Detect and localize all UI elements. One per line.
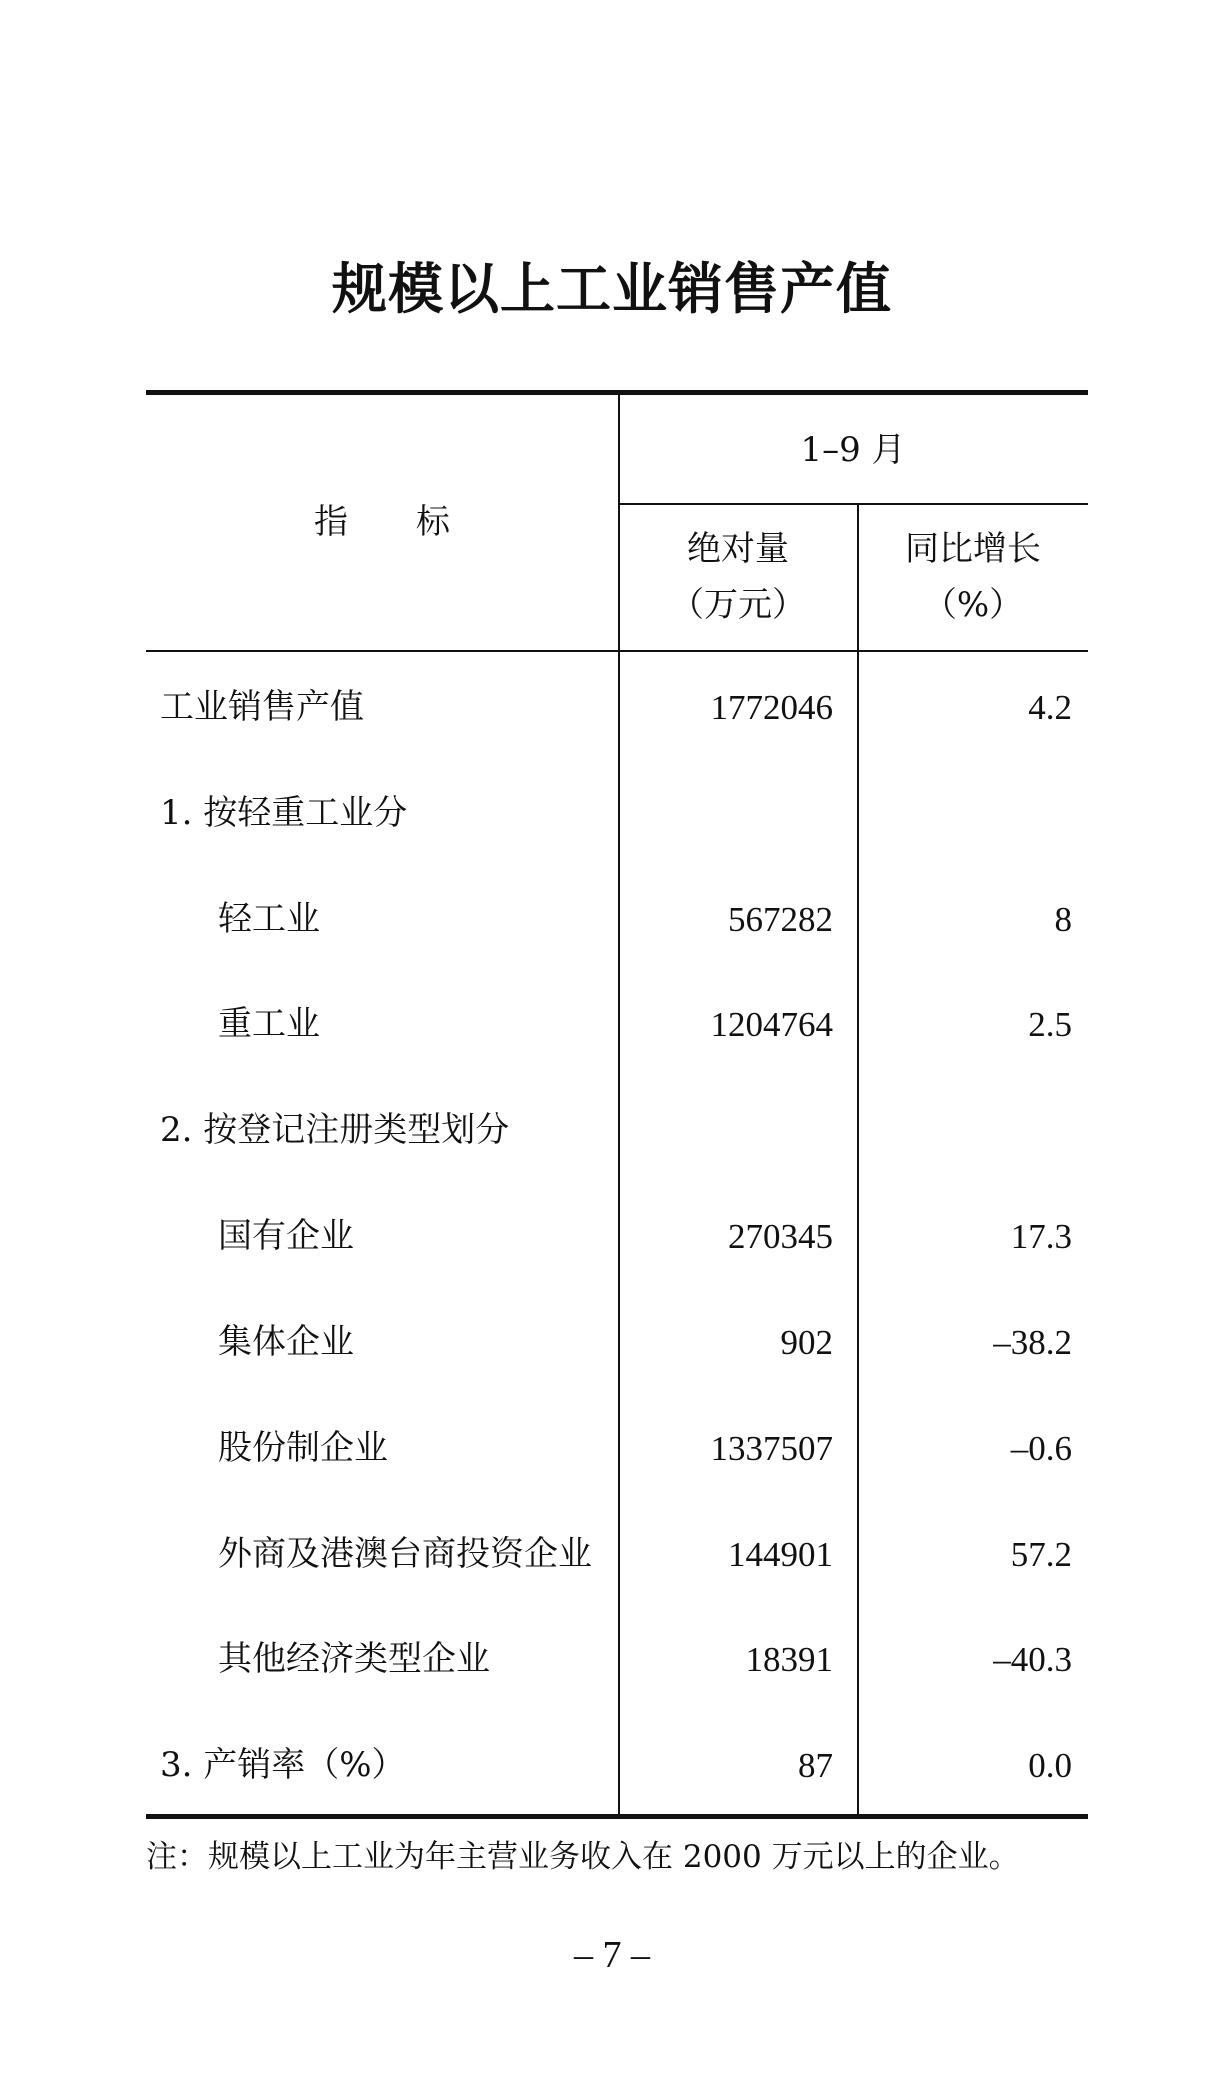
row-label: 工业销售产值 <box>160 687 364 727</box>
row-value: 270345 <box>728 1217 833 1256</box>
row-growth: –40.3 <box>993 1640 1072 1679</box>
row-growth: –38.2 <box>993 1323 1072 1362</box>
row-label: 其他经济类型企业 <box>218 1639 490 1679</box>
row-value: 1204764 <box>710 1005 833 1044</box>
growth-header-line2: （%） <box>922 585 1024 625</box>
table-bottom-rule <box>146 1814 1088 1819</box>
row-value: 902 <box>780 1323 833 1362</box>
row-label: 2. 按登记注册类型划分 <box>160 1110 510 1150</box>
value-header-line2: （万元） <box>670 585 806 625</box>
row-value: 87 <box>798 1746 833 1785</box>
row-growth: –0.6 <box>1010 1429 1072 1468</box>
value-header-line1: 绝对量 <box>687 529 789 569</box>
row-growth: 17.3 <box>1010 1217 1072 1256</box>
row-label: 国有企业 <box>218 1216 354 1256</box>
row-growth: 57.2 <box>1010 1535 1072 1574</box>
row-growth: 8 <box>1054 900 1072 939</box>
row-label: 股份制企业 <box>218 1428 388 1468</box>
row-label: 外商及港澳台商投资企业 <box>218 1534 592 1574</box>
row-label: 重工业 <box>218 1004 320 1044</box>
header-mid-rule <box>618 503 1088 505</box>
row-value: 1337507 <box>710 1429 833 1468</box>
growth-header-line1: 同比增长 <box>905 529 1041 569</box>
row-growth: 4.2 <box>1028 688 1072 727</box>
row-value: 1772046 <box>710 688 833 727</box>
row-value: 567282 <box>728 900 833 939</box>
row-value: 144901 <box>728 1535 833 1574</box>
table-top-rule <box>146 390 1088 395</box>
row-value: 18391 <box>745 1640 833 1679</box>
footnote: 注：规模以上工业为年主营业务收入在 2000 万元以上的企业。 <box>146 1839 1020 1875</box>
row-growth: 2.5 <box>1028 1005 1072 1044</box>
indicator-header: 指 标 <box>314 502 450 542</box>
statistics-table <box>146 390 1088 1820</box>
row-label: 轻工业 <box>218 899 320 939</box>
page-title: 规模以上工业销售产值 <box>331 257 892 321</box>
row-label: 集体企业 <box>218 1322 354 1362</box>
row-growth: 0.0 <box>1028 1746 1072 1785</box>
row-label: 1. 按轻重工业分 <box>160 793 408 833</box>
row-label: 3. 产销率（%） <box>160 1745 406 1785</box>
period-header: 1–9 月 <box>800 430 906 470</box>
header-bottom-rule <box>146 650 1088 652</box>
page-number: – 7 – <box>574 1934 650 1976</box>
